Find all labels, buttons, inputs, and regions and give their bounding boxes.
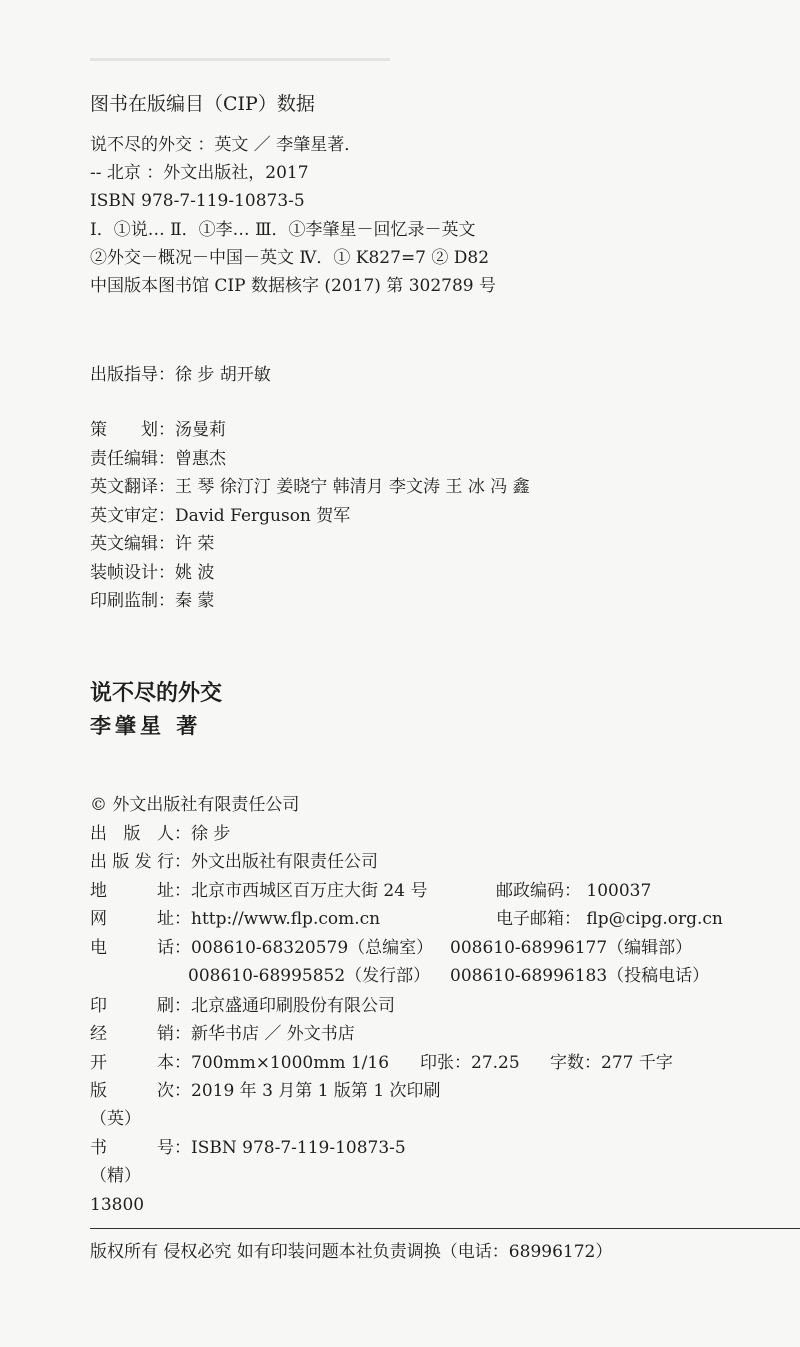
phone-value: 008610-68320579（总编室） [191,938,434,958]
divider [90,1228,800,1229]
imprint-website: 网 址：http://www.flp.com.cn 电子邮箱： flp@cipg.org.cn [90,909,723,929]
cip-line-6: 中国版本图书馆 CIP 数据核字 (2017) 第 302789 号 [90,276,497,296]
postcode-value: 100037 [586,881,652,901]
binding-note: （精） [90,1166,141,1186]
imprint-distribution: 出版发行：外文出版社有限责任公司 [90,852,378,872]
credit-label: 印刷监制 [90,591,158,611]
credit-value: David Ferguson 贺军 [175,506,351,526]
email-link[interactable]: flp@cipg.org.cn [586,909,723,929]
credit-planning: 策 划：汤曼莉 [90,420,226,440]
copyright-holder: © 外文出版社有限责任公司 [90,795,300,815]
cip-line-2: -- 北京 ：外文出版社，2017 [90,163,309,183]
imprint-edition: 版 次：2019 年 3 月第 1 版第 1 次印刷 [90,1081,441,1101]
credit-value: 姚 波 [175,563,215,583]
credit-label: 装帧设计 [90,563,158,583]
cip-line-1: 说不尽的外交 ：英文 ／ 李肇星著． [90,135,362,155]
sheets-value: 印张：27.25 [420,1053,520,1073]
credit-value: 汤曼莉 [175,420,226,440]
lang-note: （英） [90,1109,141,1129]
book-author: 李肇星 著 [90,714,202,738]
imprint-label: 电 话 [90,938,174,958]
credit-translation: 英文翻译：王 琴 徐汀汀 姜晓宁 韩清月 李文涛 王 冰 冯 鑫 [90,477,530,497]
postcode: 邮政编码： 100037 [496,881,652,901]
credit-editor: 责任编辑：曾惠杰 [90,449,226,469]
credit-label: 英文翻译 [90,477,158,497]
credit-design: 装帧设计：姚 波 [90,563,215,583]
imprint-label: 印 刷 [90,996,174,1016]
cip-line-4: Ⅰ．①说… Ⅱ．①李… Ⅲ．①李肇星－回忆录－英文 [90,220,476,240]
words-value: 字数：277 千字 [550,1053,673,1073]
imprint-value: 2019 年 3 月第 1 版第 1 次印刷 [191,1081,441,1101]
imprint-isbn: 书 号：ISBN 978-7-119-10873-5 [90,1138,406,1158]
email: 电子邮箱： flp@cipg.org.cn [496,909,723,929]
credit-label: 出版指导 [90,365,158,385]
imprint-label: 地 址 [90,881,174,901]
book-title: 说不尽的外交 [90,681,223,706]
imprint-publisher: 出 版 人：徐 步 [90,824,231,844]
bleed-through-mark [90,58,390,61]
imprint-label: 出 版 人 [90,824,174,844]
phone-value: 008610-68995852（发行部） [188,966,431,986]
imprint-value: ISBN 978-7-119-10873-5 [191,1138,406,1158]
credit-value: 秦 蒙 [175,591,215,611]
credit-value: 曾惠杰 [175,449,226,469]
postcode-label: 邮政编码 [496,881,564,901]
website-link[interactable]: http://www.flp.com.cn [191,909,381,929]
imprint-seller: 经 销：新华书店 ／ 外文书店 [90,1024,355,1044]
imprint-label: 网 址 [90,909,174,929]
credit-label: 英文编辑 [90,534,158,554]
imprint-value: 外文出版社有限责任公司 [191,852,378,872]
imprint-label: 开 本 [90,1053,174,1073]
imprint-label: 出版发行 [90,852,174,872]
email-label: 电子邮箱 [496,909,564,929]
imprint-address: 地 址：北京市西城区百万庄大街 24 号 邮政编码： 100037 [90,881,652,901]
credit-value: 许 荣 [175,534,215,554]
credit-en-editor: 英文编辑：许 荣 [90,534,215,554]
imprint-format: 开 本：700mm×1000mm 1/16 印张：27.25 字数：277 千字 [90,1053,673,1073]
credit-printing-supervision: 印刷监制：秦 蒙 [90,591,215,611]
credit-value: 王 琴 徐汀汀 姜晓宁 韩清月 李文涛 王 冰 冯 鑫 [175,477,530,497]
phone-value: 008610-68996177（编辑部） [450,938,693,958]
imprint-phone-cont [188,966,798,986]
imprint-value: 新华书店 ／ 外文书店 [191,1024,355,1044]
cip-line-3: ISBN 978-7-119-10873-5 [90,191,305,211]
footer-notice: 版权所有 侵权必究 如有印装问题本社负责调换（电话：68996172） [90,1242,613,1262]
imprint-value: 700mm×1000mm 1/16 [191,1053,390,1073]
imprint-label: 书 号 [90,1138,174,1158]
imprint-value: 徐 步 [191,824,231,844]
imprint-phone: 电 话：008610-68320579（总编室） 008610-68996177（编辑部） [90,938,693,958]
credit-value: 徐 步 胡开敏 [175,365,271,385]
credit-review: 英文审定：David Ferguson 贺军 [90,506,351,526]
phone-value: 008610-68996183（投稿电话） [450,966,710,986]
imprint-label: 版 次 [90,1081,174,1101]
credit-label: 责任编辑 [90,449,158,469]
imprint-value: 北京市西城区百万庄大街 24 号 [191,881,428,901]
price-code: 13800 [90,1195,145,1215]
credit-guidance: 出版指导：徐 步 胡开敏 [90,365,271,385]
imprint-value: 北京盛通印刷股份有限公司 [191,996,395,1016]
imprint-label: 经 销 [90,1024,174,1044]
imprint-printer: 印 刷：北京盛通印刷股份有限公司 [90,996,395,1016]
credit-label: 策 划 [90,420,158,440]
cip-title: 图书在版编目（CIP）数据 [90,93,315,115]
cip-line-5: ②外交－概况－中国－英文 Ⅳ．① K827=7 ② D82 [90,248,490,268]
credit-label: 英文审定 [90,506,158,526]
